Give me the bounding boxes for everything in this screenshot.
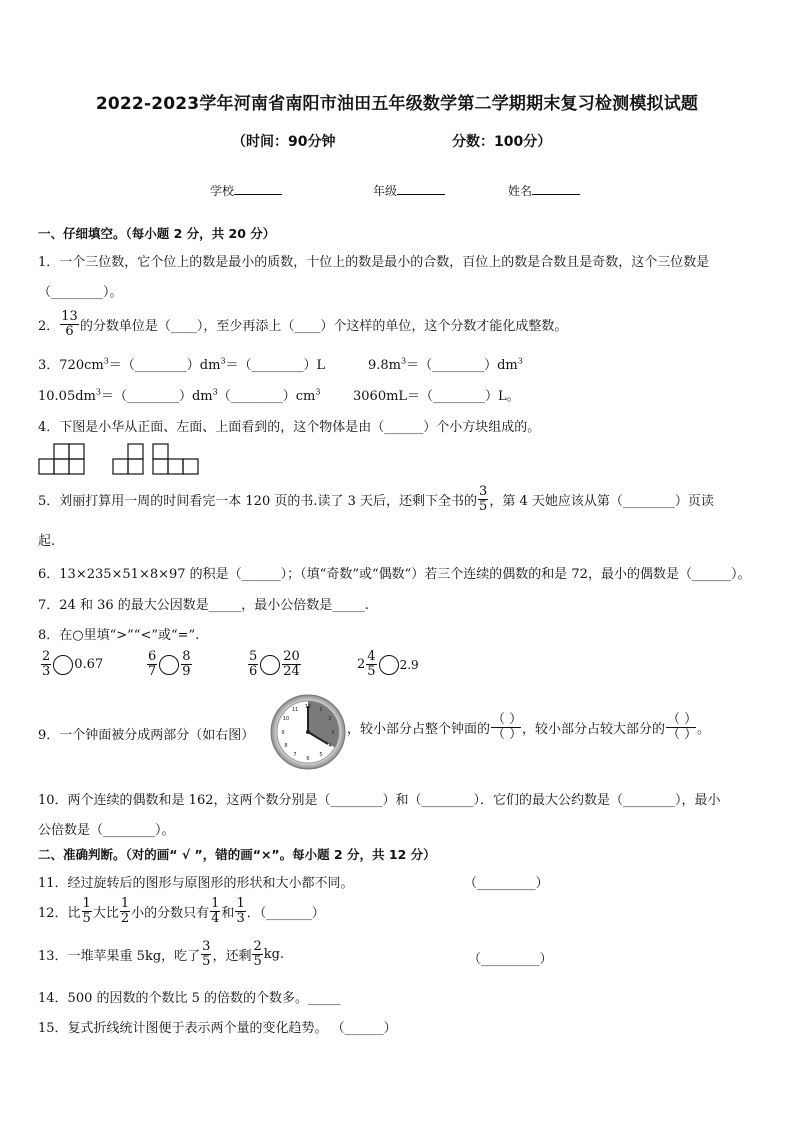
grade-blank[interactable] xyxy=(397,182,445,195)
q3-line2b[interactable]: 3060mL＝（________）L。 xyxy=(353,389,520,404)
clock-icon xyxy=(270,694,346,770)
q15[interactable]: 15．复式折线统计图便于表示两个量的变化趋势。 （______） xyxy=(38,1021,397,1036)
q2-fraction: $\frac{13}{6}$ xyxy=(61,309,78,339)
q10-line2[interactable]: 公倍数是（________）。 xyxy=(38,823,175,838)
exam-title: 2022-2023学年河南省南阳市油田五年级数学第二学期期末复习检测模拟试题 xyxy=(95,94,699,114)
svg-text:10: 10 xyxy=(282,716,290,722)
q4-top-cell xyxy=(183,459,198,474)
q4-top-cell xyxy=(153,444,168,459)
svg-text:3: 3 xyxy=(331,730,335,736)
q1-line2[interactable]: （________）。 xyxy=(38,285,123,300)
svg-text:7: 7 xyxy=(293,752,297,758)
q4-front-cell xyxy=(69,444,84,459)
q13: 13．一堆苹果重 5kg，吃了 $\frac{3}{5}$ ，还剩 $\frac{2}{5}$ kg. xyxy=(38,939,285,969)
q9-prefix: 9．一个钟面被分成两部分（如右图） xyxy=(38,728,255,743)
q4-front-cell xyxy=(54,459,69,474)
q3-line1[interactable]: 3．$720cm^3=(\_\_\_\_\_\_\_\_)dm^3=(\_\_\_\_\_\_\_\_)L$ xyxy=(38,356,326,373)
exam-time: （时间：90分钟 xyxy=(232,134,336,150)
q3-line2[interactable]: $10.05dm^3=(\_\_\_\_\_\_\_\_)dm^3(\_\_\_\_\_\_\_\_)cm^3$ xyxy=(38,387,321,404)
q6: 6．13×235×51×8×97 的积是（______）；（填“奇数”或“偶数”）若三个连续的偶数的和是 72，最小的偶数是（______）。 xyxy=(38,567,751,582)
svg-text:9: 9 xyxy=(281,730,285,736)
q4-front-cell xyxy=(54,444,69,459)
q4-left-cell xyxy=(113,459,128,474)
q4-front-cell xyxy=(69,459,84,474)
q8-item-4[interactable]: 2 $\frac{4}{5}$ 2.9 xyxy=(357,649,419,679)
school-field[interactable]: 学校 xyxy=(210,182,282,199)
section1-heading: 一、仔细填空。（每小题 2 分，共 20 分） xyxy=(38,226,276,241)
svg-text:1: 1 xyxy=(319,707,323,713)
q11-answer[interactable]: （_________） xyxy=(464,876,549,891)
q9-answer-fraction-1[interactable]: $\frac{( )}{( )}$ xyxy=(492,712,523,742)
q4-left-cell xyxy=(128,444,143,459)
q5-line1: 5．刘丽打算用一周的时间看完一本 120 页的书.读了 3 天后，还剩下全书的 $\frac{3}{5}$ ，第 4 天她应该从第（________）页读 xyxy=(38,484,714,514)
svg-text:2: 2 xyxy=(328,716,332,722)
name-blank[interactable] xyxy=(532,182,580,195)
svg-text:6: 6 xyxy=(306,756,310,762)
svg-text:4: 4 xyxy=(328,743,332,749)
q8: 8．在○里填“>”“<”或“=”. xyxy=(38,628,200,643)
q7: 7．24 和 36 的最大公因数是_____，最小公倍数是_____. xyxy=(38,598,369,613)
grade-field[interactable]: 年级 xyxy=(373,182,445,199)
q14[interactable]: 14．500 的因数的个数比 5 的倍数的个数多。_____ xyxy=(38,991,341,1006)
q4: 4．下图是小华从正面、左面、上面看到的，这个物体是由（______）个小方块组成的。 xyxy=(38,420,541,435)
section2-heading: 二、准确判断。（对的画“ √ ”，错的画“×”。每小题 2 分，共 12 分） xyxy=(38,847,436,862)
q4-views-figure xyxy=(38,442,208,476)
q10-line1[interactable]: 10．两个连续的偶数和是 162，这两个数分别是（________）和（________）．它们的最大公约数是（________），最小 xyxy=(38,793,721,808)
exam-score: 分数：100分） xyxy=(452,134,552,150)
q5-line2: 起. xyxy=(38,534,56,549)
q13-answer[interactable]: （_________） xyxy=(468,952,553,967)
q8-item-3[interactable]: $\frac{5}{6}$ $\frac{20}{24}$ xyxy=(249,649,300,679)
name-field[interactable]: 姓名 xyxy=(508,182,580,199)
q12[interactable]: 12．比 $\frac{1}{5}$ 大比 $\frac{1}{2}$ 小的分数只有 $\frac{1}{4}$ 和 $\frac{1}{3}$ ．（_______） xyxy=(38,896,325,926)
svg-text:8: 8 xyxy=(284,743,288,749)
q5-fraction: $\frac{3}{5}$ xyxy=(479,484,488,514)
compare-circle[interactable] xyxy=(53,655,73,675)
q11: 11．经过旋转后的图形与原图形的形状和大小都不同。 xyxy=(38,876,354,891)
svg-text:5: 5 xyxy=(319,752,323,758)
q4-front-cell xyxy=(39,459,54,474)
q2: 2． $\frac{13}{6}$ 的分数单位是（____），至少再添上（____）个这样的单位，这个分数才能化成整数。 xyxy=(38,309,568,339)
svg-text:11: 11 xyxy=(291,707,299,713)
compare-circle[interactable] xyxy=(159,655,179,675)
q4-top-cell xyxy=(153,459,168,474)
compare-circle[interactable] xyxy=(379,655,399,675)
svg-text:12: 12 xyxy=(304,704,312,710)
q1-line1: 1．一个三位数，它个位上的数是最小的质数，十位上的数是最小的合数，百位上的数是合数且是奇数，这个三位数是 xyxy=(38,255,710,270)
q4-top-cell xyxy=(168,459,183,474)
q8-item-2[interactable]: $\frac{6}{7}$ $\frac{8}{9}$ xyxy=(148,649,191,679)
q9-answer-fraction-2[interactable]: $\frac{( )}{( )}$ xyxy=(667,712,698,742)
q4-left-cell xyxy=(128,459,143,474)
compare-circle[interactable] xyxy=(260,655,280,675)
q9-rest[interactable]: ，较小部分占整个钟面的 $\frac{( )}{( )}$ ，较小部分占较大部分的 $\frac{( )}{( )}$ 。 xyxy=(347,712,711,742)
q8-item-1[interactable]: $\frac{2}{3}$ 0.67 xyxy=(42,649,104,679)
school-blank[interactable] xyxy=(234,182,282,195)
q3-line1b[interactable]: $9.8m^3=(\_\_\_\_\_\_\_\_)dm^3$ xyxy=(368,356,523,373)
